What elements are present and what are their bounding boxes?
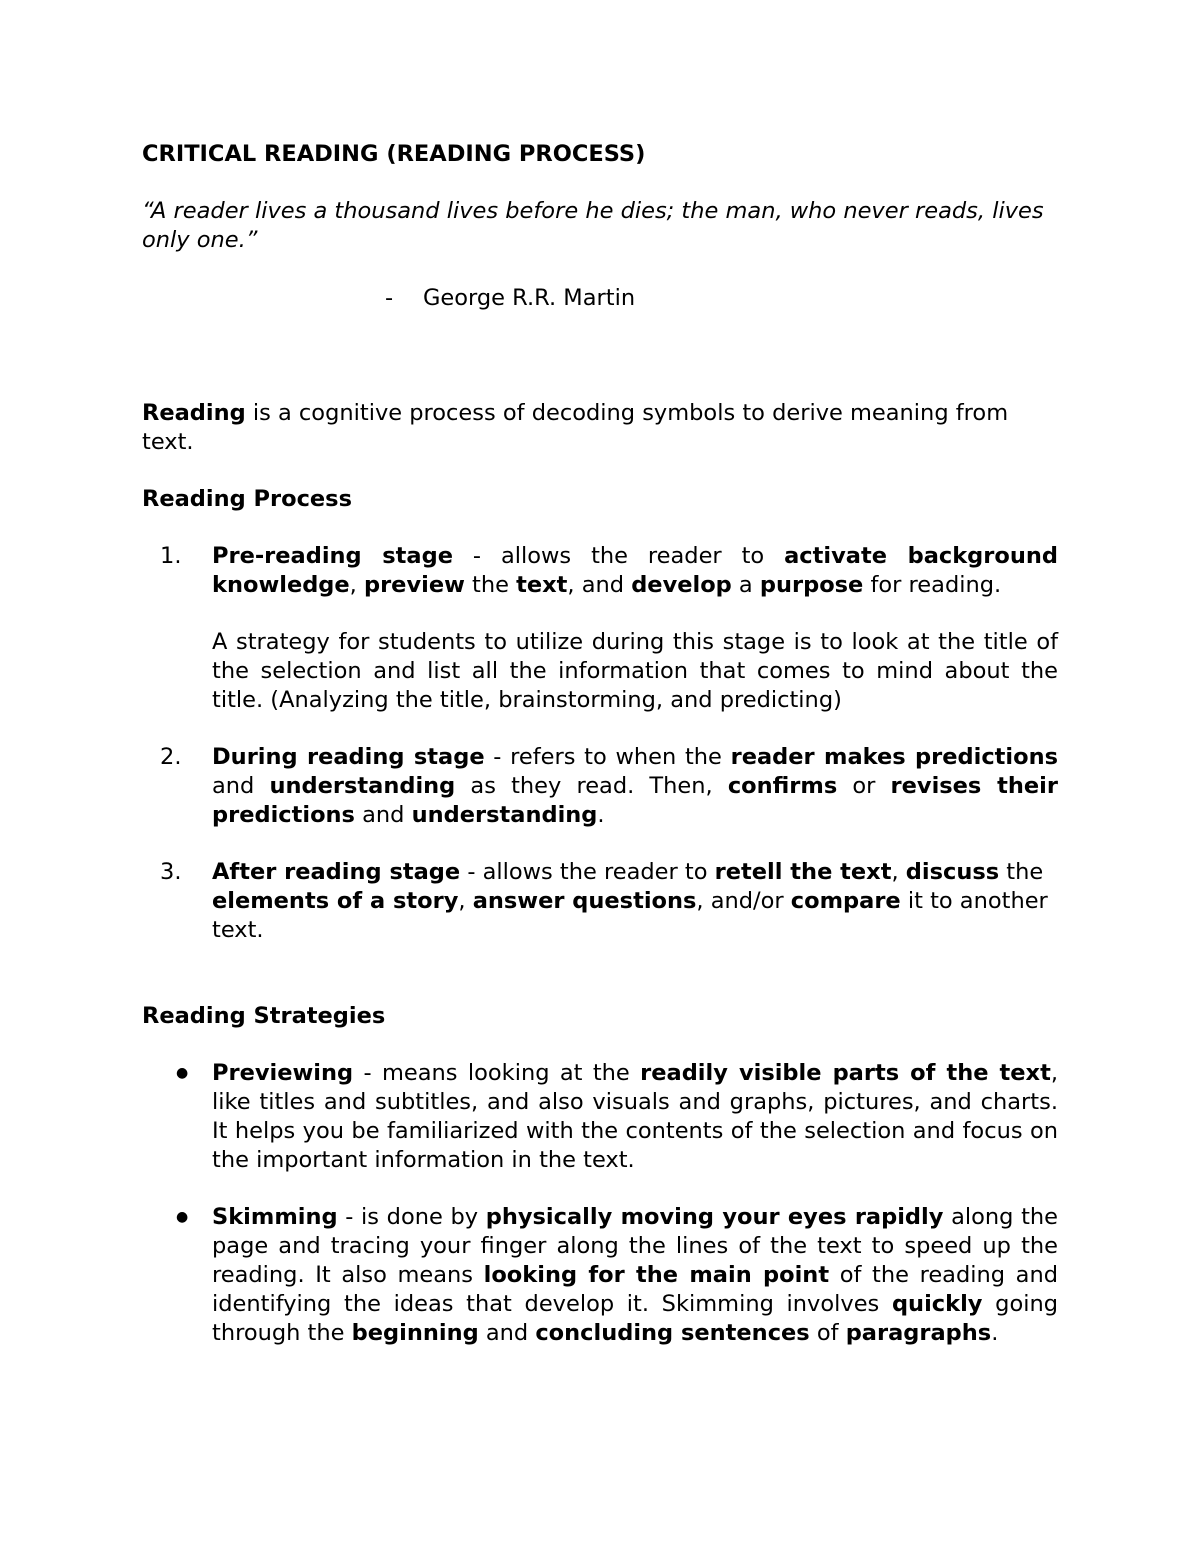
text-run: along the page and tracing your finger along the lines of the text to speed up the reading. It also means (212, 1204, 1058, 1288)
bold-run: beginning (351, 1320, 479, 1346)
bold-run: elements of a story (212, 888, 459, 914)
list-number: 1. (160, 543, 182, 569)
text-run: , and/or (696, 888, 791, 914)
bold-run: text (516, 572, 568, 598)
bold-run: discuss (905, 859, 1000, 885)
text-run: - refers to when the (484, 744, 731, 770)
process-term: During reading stage (212, 744, 485, 770)
text-run: . (597, 802, 605, 828)
section-heading-reading-process: Reading Process (142, 486, 352, 512)
bold-run: develop (631, 572, 732, 598)
bold-run: concluding sentences (535, 1320, 810, 1346)
text-run: and (478, 1320, 536, 1346)
text-run: - means looking at the (353, 1060, 641, 1086)
text-run: or (837, 773, 891, 799)
strategy-item-skimming (142, 1203, 1058, 1348)
document-content (142, 140, 1058, 1348)
text-run: as they read. Then, (455, 773, 728, 799)
text-run: it to another text. (212, 888, 1048, 943)
process-item-text (212, 542, 1058, 600)
bold-run: paragraphs (845, 1320, 992, 1346)
definition-text: is a cognitive process of decoding symbols to derive meaning from text. (142, 400, 1009, 455)
list-number: 3. (160, 859, 182, 885)
quote-attribution (142, 284, 1058, 313)
text-run: - is done by (337, 1204, 486, 1230)
bold-run: readily visible parts of the text (640, 1060, 1051, 1086)
text-run: a (731, 572, 760, 598)
strategy-item-text (212, 1059, 1058, 1175)
attribution-dash: - (385, 285, 394, 311)
text-run: of the reading and identifying the ideas that develop it. Skimming involves (212, 1262, 1059, 1317)
text-run: and (354, 802, 412, 828)
process-item-pre-reading (142, 542, 1058, 715)
bold-run: reader makes predictions (730, 744, 1058, 770)
bold-run: quickly (891, 1291, 983, 1317)
text-run: going through the (212, 1291, 1058, 1346)
text-run: , (891, 859, 906, 885)
process-item-text (212, 743, 1058, 830)
process-item-text (212, 858, 1058, 945)
text-run: - allows the reader to (460, 859, 715, 885)
bold-run: compare (790, 888, 901, 914)
bullet-icon: ● (176, 1209, 189, 1225)
definition-term: Reading (142, 400, 246, 426)
bold-run: retell the text (714, 859, 892, 885)
bold-run: confirms (727, 773, 838, 799)
list-number: 2. (160, 744, 182, 770)
bold-run: purpose (759, 572, 864, 598)
text-run: , (349, 572, 364, 598)
pre-reading-strategy-note: A strategy for students to utilize during this stage is to look at the title of the selection and list all the information that comes to mind about the title. (Analyzing the title, brainstorming, and predicting) (212, 629, 1058, 713)
document-title: CRITICAL READING (READING PROCESS) (142, 141, 646, 167)
author-name: George R.R. Martin (423, 285, 636, 311)
bold-run: activate background knowledge (212, 543, 1058, 598)
strategy-term: Previewing (212, 1060, 354, 1086)
text-run: the (464, 572, 517, 598)
strategy-term: Skimming (212, 1204, 338, 1230)
text-run: of (809, 1320, 846, 1346)
bold-run: revises their predictions (212, 773, 1058, 828)
text-run: , like titles and subtitles, and also visuals and graphs, pictures, and charts. It helps you be familiarized with the contents of the selection and focus on the important information in the text. (212, 1060, 1058, 1173)
epigraph-quote: “A reader lives a thousand lives before he dies; the man, who never reads, lives only one.” (142, 198, 1044, 253)
process-term: Pre-reading stage (212, 543, 453, 569)
process-term: After reading stage (212, 859, 461, 885)
text-run: and (212, 773, 270, 799)
strategy-item-previewing (142, 1059, 1058, 1175)
bold-run: looking for the main point (483, 1262, 830, 1288)
section-heading-reading-strategies: Reading Strategies (142, 1003, 386, 1029)
strategy-item-text (212, 1203, 1058, 1348)
bold-run: preview (363, 572, 465, 598)
text-run: - allows the reader to (452, 543, 785, 569)
process-item-after-reading (142, 858, 1058, 945)
text-run: , and (567, 572, 632, 598)
bullet-icon: ● (176, 1065, 189, 1081)
text-run: for reading. (863, 572, 1002, 598)
text-run: , (458, 888, 473, 914)
process-item-during-reading (142, 743, 1058, 830)
bold-run: understanding (411, 802, 598, 828)
bold-run: understanding (269, 773, 456, 799)
bold-run: physically moving your eyes rapidly (485, 1204, 944, 1230)
reading-definition (142, 399, 1058, 457)
text-run: . (991, 1320, 999, 1346)
text-run: the (999, 859, 1044, 885)
bold-run: answer questions (472, 888, 697, 914)
